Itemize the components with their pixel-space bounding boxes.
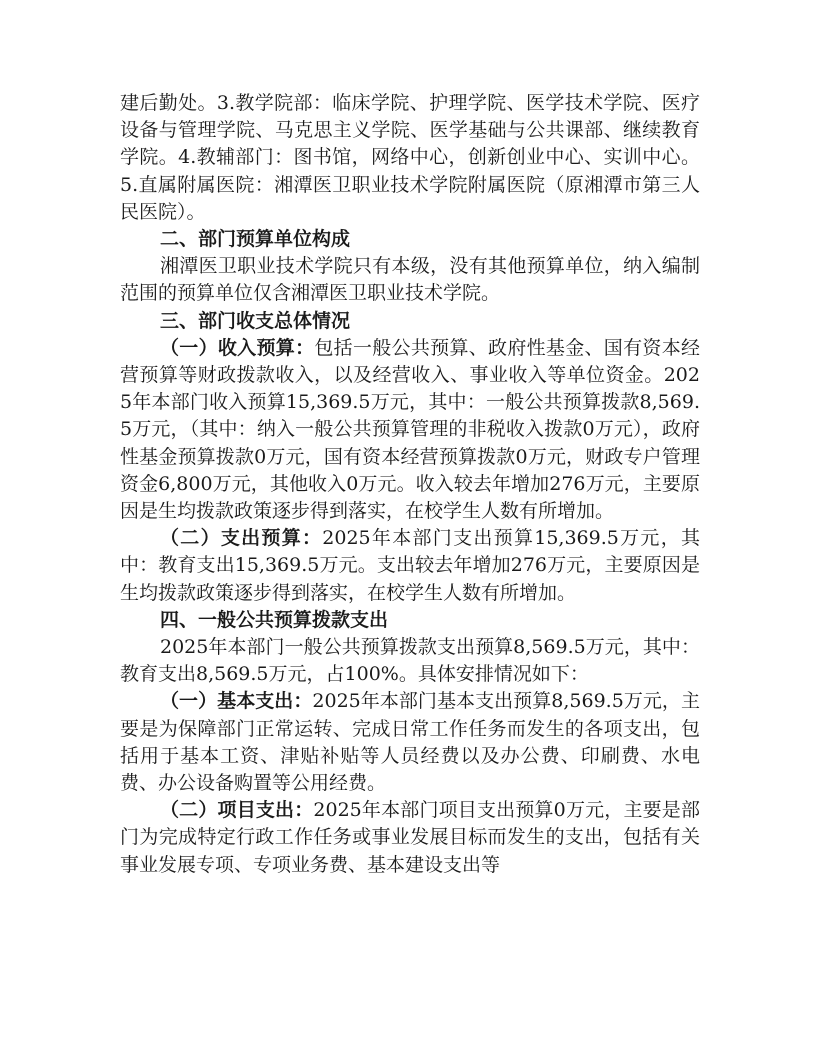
paragraph-expenditure-budget <box>120 525 700 607</box>
section-heading-budget-units: 二、部门预算单位构成 <box>160 228 351 251</box>
document-page <box>120 90 700 879</box>
section-heading-overall-budget: 三、部门收支总体情况 <box>160 309 351 332</box>
paragraph-general-public-budget: 2025年本部门一般公共预算拨款支出预算8,569.5万元，其中：教育支出8,569.5万元，占100%。具体安排情况如下： <box>120 636 700 686</box>
basic-expenditure-lead: （一）基本支出： <box>160 690 313 713</box>
section-heading-general-public-budget: 四、一般公共预算拨款支出 <box>160 608 389 631</box>
paragraph-basic-expenditure <box>120 688 700 797</box>
project-expenditure-text: 2025年本部门项目支出预算0万元，主要是部门为完成特定行政工作任务或事业发展目标而发生的支出，包括有关事业发展专项、专项业务费、基本建设支出等 <box>120 799 700 876</box>
income-budget-text: 包括一般公共预算、政府性基金、国有资本经营预算等财政拨款收入，以及经营收入、事业收入等单位资金。2025年本部门收入预算15,369.5万元，其中：一般公共预算拨款8,569.5万元，（其中：纳入一般公共预算管理的非税收入拨款0万元），政府性基金预算拨款0万元，国有资本经营预算拨款0万元，财政专户管理资金6,800万元，其他收入0万元。收入较去年增加276万元，主要原因是生均拨款政策逐步得到落实，在校学生人数有所增加。 <box>120 336 700 523</box>
expenditure-budget-text: 2025年本部门支出预算15,369.5万元，其中：教育支出15,369.5万元。支出较去年增加276万元，主要原因是生均拨款政策逐步得到落实，在校学生人数有所增加。 <box>120 527 700 604</box>
paragraph-department-structure: 建后勤处。3.教学院部：临床学院、护理学院、医学技术学院、医疗设备与管理学院、马克思主义学院、医学基础与公共课部、继续教育学院。4.教辅部门：图书馆，网络中心，创新创业中心、实训中心。5.直属附属医院：湘潭医卫职业技术学院附属医院（原湘潭市第三人民医院）。 <box>120 92 700 223</box>
income-budget-lead: （一）收入预算： <box>160 336 315 359</box>
paragraph-project-expenditure <box>120 797 700 879</box>
expenditure-budget-lead: （二）支出预算： <box>160 527 323 550</box>
paragraph-income-budget <box>120 335 700 525</box>
paragraph-budget-units: 湘潭医卫职业技术学院只有本级，没有其他预算单位，纳入编制范围的预算单位仅含湘潭医卫职业技术学院。 <box>120 255 700 305</box>
basic-expenditure-text: 2025年本部门基本支出预算8,569.5万元，主要是为保障部门正常运转、完成日常工作任务而发生的各项支出，包括用于基本工资、津贴补贴等人员经费以及办公费、印刷费、水电费、办公设备购置等公用经费。 <box>120 690 700 795</box>
project-expenditure-lead: （二）项目支出： <box>160 799 314 822</box>
